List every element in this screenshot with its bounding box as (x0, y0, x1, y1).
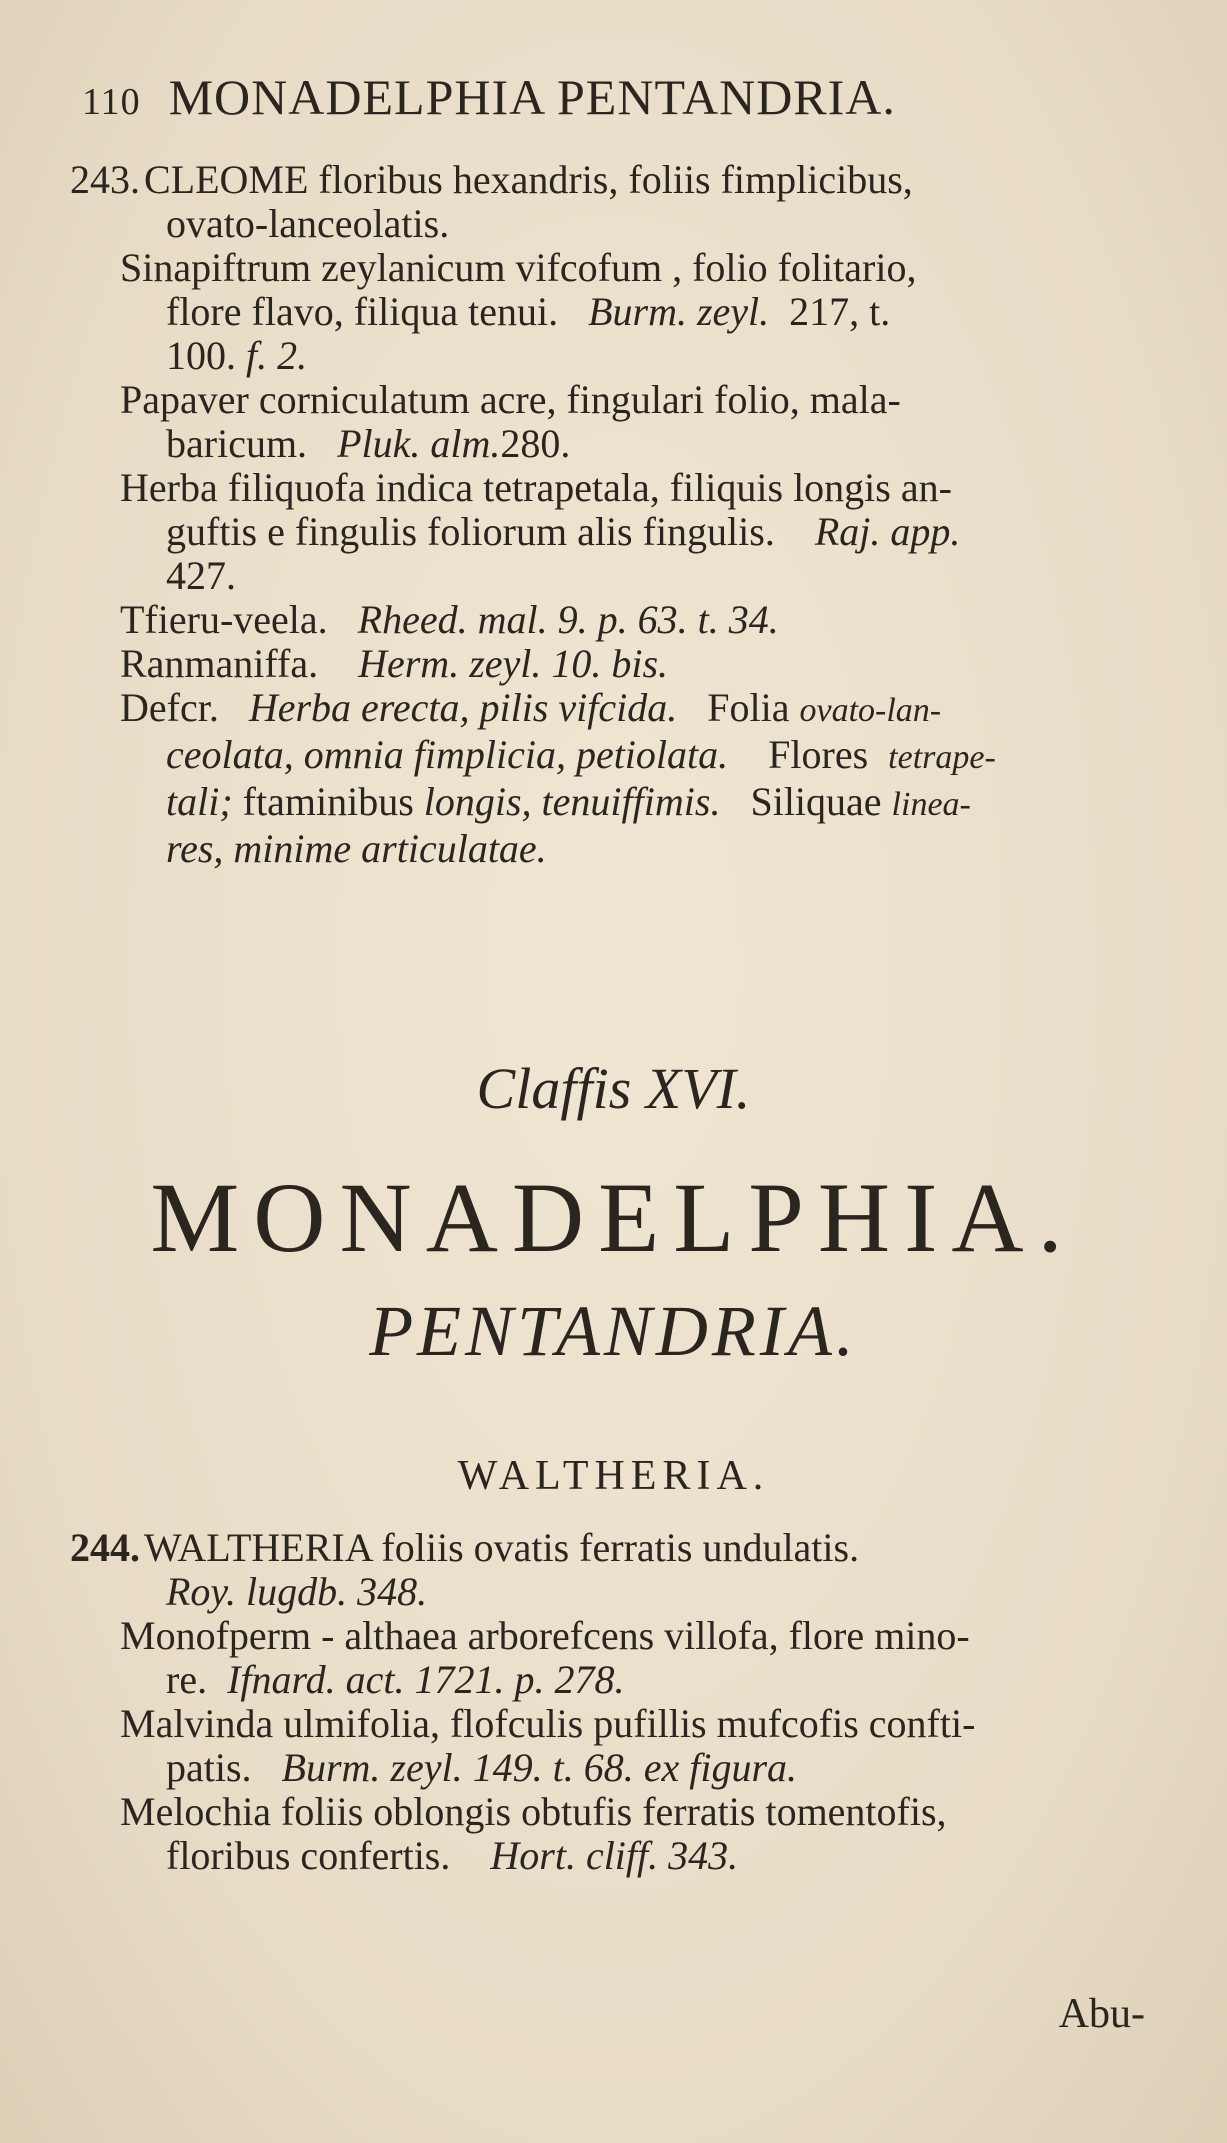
description-line: res, minime articulatae. (166, 826, 547, 871)
entry-number: 243. (70, 157, 140, 202)
synonym-text: floribus confertis. (166, 1833, 451, 1878)
citation: Hort. cliff. 343. (490, 1833, 739, 1878)
catchword: Abu- (1058, 1991, 1145, 2037)
synonym-line: Monofperm - althaea arborefcens villofa, flore mino- (120, 1613, 970, 1658)
synonym-line (70, 598, 1170, 642)
description-text: linea- (891, 786, 971, 823)
synonym-continuation (70, 290, 1170, 334)
citation: Pluk. alm. (337, 421, 501, 466)
synonym-line: Melochia foliis oblongis obtufis ferratis tomentofis, (120, 1789, 947, 1834)
entry-heading (70, 1526, 1170, 1570)
diagnosis-line: CLEOME floribus hexandris, foliis fimplicibus, (144, 157, 913, 202)
section-title: MONADELPHIA. (150, 1162, 1077, 1273)
section-subtitle: PENTANDRIA. (369, 1291, 858, 1371)
description-label: Defcr. (120, 685, 219, 730)
synonym-text: Tfieru-veela. (120, 597, 328, 642)
synonym-text: baricum. (166, 421, 308, 466)
synonym-line (70, 642, 1170, 686)
citation: Burm. zeyl. 149. t. 68. ex figura. (281, 1745, 798, 1790)
citation: Herm. zeyl. 10. bis. (358, 641, 669, 686)
citation-number: 280. (500, 421, 571, 466)
synonym-continuation (70, 1834, 1170, 1878)
synonym-text: re. (166, 1657, 208, 1702)
description-term: Siliquae (750, 779, 882, 824)
description-text: Herba erecta, pilis vifcida. (248, 685, 678, 730)
synonym-continuation (70, 334, 1170, 378)
description-term: ftaminibus (242, 779, 414, 824)
citation: f. 2. (246, 333, 308, 378)
genus-heading: WALTHERIA. (457, 1453, 770, 1499)
synonym-line: Sinapiftrum zeylanicum vifcofum , folio folitario, (120, 245, 917, 290)
synonym-text: flore flavo, filiqua tenui. (166, 289, 559, 334)
citation-number: 100. (166, 333, 236, 378)
description-text: longis, tenuiffimis. (423, 779, 721, 824)
description-text: ovato-lan- (799, 692, 942, 729)
citation: Roy. lugdb. 348. (166, 1569, 428, 1614)
entry-244 (70, 1518, 1170, 1878)
synonym-continuation (70, 510, 1170, 554)
synonym-line: Herba filiquofa indica tetrapetala, filiquis longis an- (120, 465, 952, 510)
description-text: ceolata, omnia fimplicia, petiolata. (166, 732, 729, 777)
synonym-continuation: 427. (166, 553, 236, 598)
citation: Ifnard. act. 1721. p. 278. (227, 1657, 625, 1702)
citation-number: 217, t. (789, 289, 891, 334)
description-term: Folia (707, 685, 790, 730)
citation: Raj. app. (814, 509, 961, 554)
running-title: MONADELPHIA PENTANDRIA. (168, 69, 896, 125)
citation: Burm. zeyl. (588, 289, 770, 334)
synonym-continuation (70, 1746, 1170, 1790)
synonym-text: guftis e fingulis foliorum alis fingulis. (166, 509, 775, 554)
synonym-text: Ranmaniffa. (120, 641, 319, 686)
page-number: 110 (82, 81, 141, 123)
description-text: tetrape- (888, 739, 996, 776)
entry-243 (70, 150, 1170, 871)
entry-heading (70, 158, 1170, 202)
diagnosis-continuation: ovato-lanceolatis. (166, 201, 450, 246)
description-line (70, 780, 1170, 827)
synonym-continuation (70, 1658, 1170, 1702)
synonym-line: Malvinda ulmifolia, flofculis pufillis mufcofis confti- (120, 1701, 976, 1746)
running-head (82, 68, 1162, 138)
synonym-continuation (70, 422, 1170, 466)
description-term: Flores (768, 732, 869, 777)
class-heading: Claffis XVI. (476, 1056, 751, 1121)
citation: Rheed. mal. 9. p. 63. t. 34. (357, 597, 779, 642)
entry-number: 244. (70, 1525, 140, 1570)
synonym-text: patis. (166, 1745, 252, 1790)
diagnosis-line: WALTHERIA foliis ovatis ferratis undulatis. (144, 1525, 860, 1570)
description-line (70, 686, 1170, 733)
description-line (70, 733, 1170, 780)
synonym-line: Papaver corniculatum acre, fingulari folio, mala- (120, 377, 901, 422)
description-text: tali; (166, 779, 233, 824)
